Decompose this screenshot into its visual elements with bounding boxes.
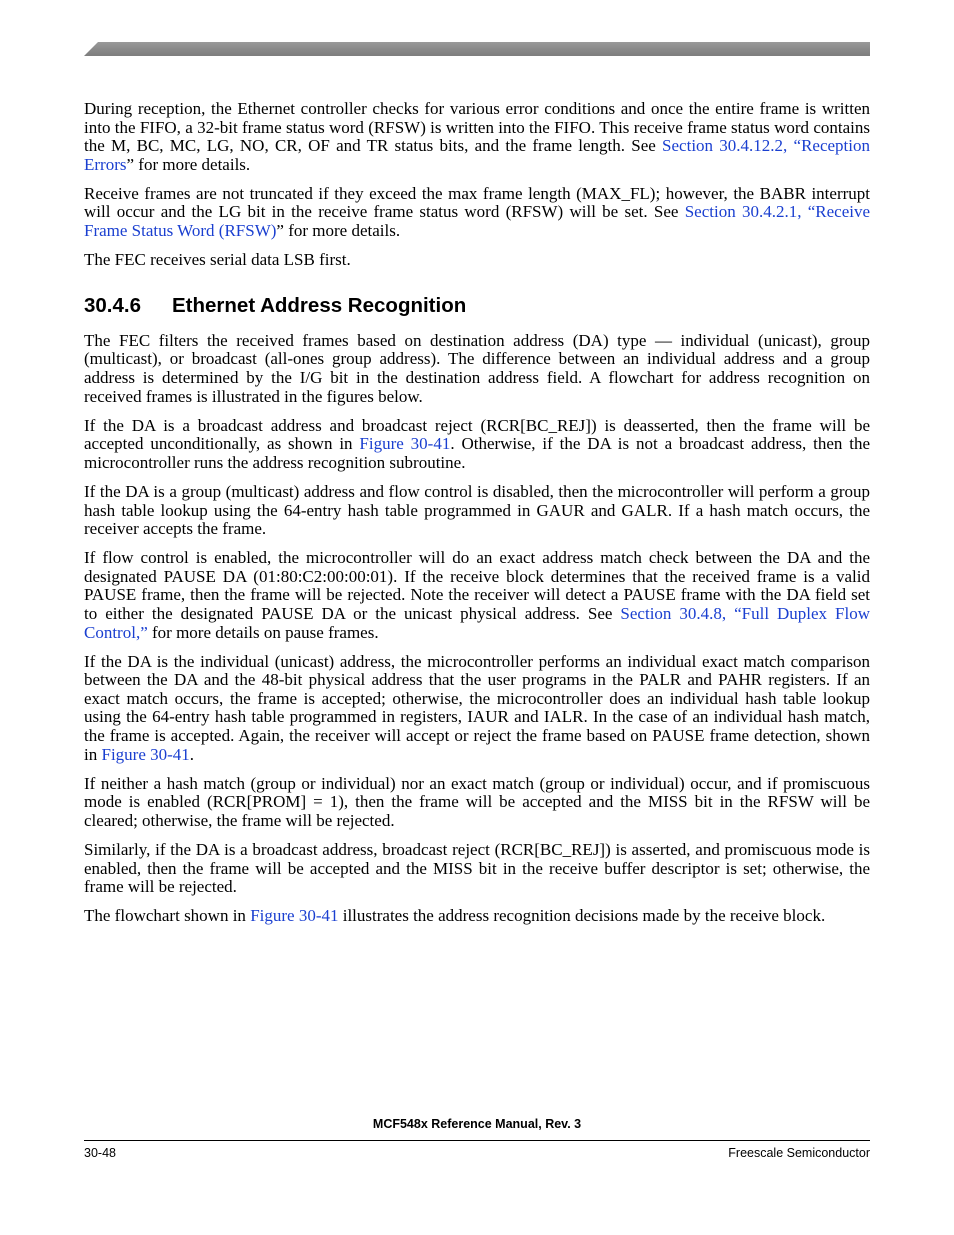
- link-rfsw[interactable]: Section 30.4.2.1, “Receive Frame Status Word (RFSW): [84, 202, 871, 241]
- link-figure-30-41[interactable]: Figure 30-41: [359, 434, 451, 454]
- footer-company: Freescale Semiconductor: [728, 1146, 870, 1160]
- paragraph-flowchart: The flowchart shown in Figure 30-41 illustrates the address recognition decisions made by the receive block.: [84, 906, 826, 926]
- paragraph-filters: The FEC filters the received frames based on destination address (DA) type — individual (unicast), group (multicast), or broadcast (all-ones group address). The difference between an individual address and a group address is determined by the I/G bit in the destination address field. A flowchart for address recognition on received frames is illustrated in the figures below.: [84, 330, 870, 406]
- section-heading: [84, 294, 870, 318]
- link-reception-errors[interactable]: Section 30.4.12.2, “Reception Errors: [84, 136, 870, 174]
- paragraph-reception: During reception, the Ethernet controller checks for various error conditions and once the entire frame is written into the FIFO, a 32-bit frame status word (RFSW) is written into the FIFO. This receive frame status word contains the M, BC, MC, LG, NO, CR, OF and TR status bits, and the frame length. See Section 30.4.12.2, “Reception Errors” for more details.: [84, 99, 870, 174]
- paragraph-truncation: Receive frames are not truncated if they exceed the max frame length (MAX_FL); however, the BABR interrupt will occur and the LG bit in the receive frame status word (RFSW) will be set. See Section 30.4.2.1, “Receive Frame Status Word (RFSW)” for more details.: [84, 183, 871, 241]
- link-full-duplex-flow-control[interactable]: Section 30.4.8, “Full Duplex Flow Control,”: [84, 603, 870, 642]
- footer-divider: [84, 1140, 870, 1141]
- paragraph-broadcast: If the DA is a broadcast address and broadcast reject (RCR[BC_REJ]) is deasserted, then the frame will be accepted unconditionally, as shown in Figure 30-41. Otherwise, if the DA is not a broadcast address, then the microcontroller runs the address recognition subroutine.: [84, 415, 870, 472]
- link-figure-30-41[interactable]: Figure 30-41: [250, 906, 339, 926]
- page-number: 30-48: [84, 1146, 116, 1160]
- paragraph-flow-control: If flow control is enabled, the microcontroller will do an exact address match check between the DA and the designated PAUSE DA (01:80:C2:00:00:01). If the receive block determines that the received frame is a valid PAUSE frame, then the frame will be rejected. Note the receiver will detect a PAUSE frame with the DA field set to either the designated PAUSE DA or the unicast physical address. See Section 30.4.8, “Full Duplex Flow Control,” for more details on pause frames.: [84, 548, 870, 642]
- paragraph-promiscuous: If neither a hash match (group or individual) nor an exact match (group or individual) occur, and if promiscuous mode is enabled (RCR[PROM] = 1), then the frame will be accepted and the MISS bit in the RFSW will be cleared; otherwise, the frame will be rejected.: [84, 773, 870, 830]
- page-content: [84, 100, 870, 936]
- paragraph-multicast: If the DA is a group (multicast) address and flow control is disabled, then the microcontroller will perform a group hash table lookup using the 64-entry hash table programmed in GAUR and GALR. If a hash match occurs, the receiver accepts the frame.: [84, 481, 870, 539]
- paragraph-broadcast-reject: Similarly, if the DA is a broadcast address, broadcast reject (RCR[BC_REJ]) is asserted, and promiscuous mode is enabled, then the frame will be accepted and the MISS bit in the receive buffer descriptor is set; otherwise, the frame will be rejected.: [84, 840, 870, 897]
- section-number: 30.4.6: [84, 293, 141, 317]
- link-figure-30-41[interactable]: Figure 30-41: [101, 744, 190, 764]
- footer-title: MCF548x Reference Manual, Rev. 3: [372, 1117, 582, 1131]
- section-title: Ethernet Address Recognition: [172, 293, 467, 317]
- header-bar: [84, 42, 870, 56]
- paragraph-unicast: If the DA is the individual (unicast) address, the microcontroller performs an individual exact match comparison between the DA and the 48-bit physical address that the user programs in the PALR and PAHR registers. If an exact match occurs, the frame is accepted; otherwise, the microcontroller does an individual hash table lookup using the 64-entry hash table programmed in registers, IAUR and IALR. In the case of an individual hash match, the frame is accepted. Again, the receiver will accept or reject the frame based on PAUSE frame detection, shown in Figure 30-41.: [84, 651, 870, 764]
- paragraph-lsb: The FEC receives serial data LSB first.: [84, 250, 351, 270]
